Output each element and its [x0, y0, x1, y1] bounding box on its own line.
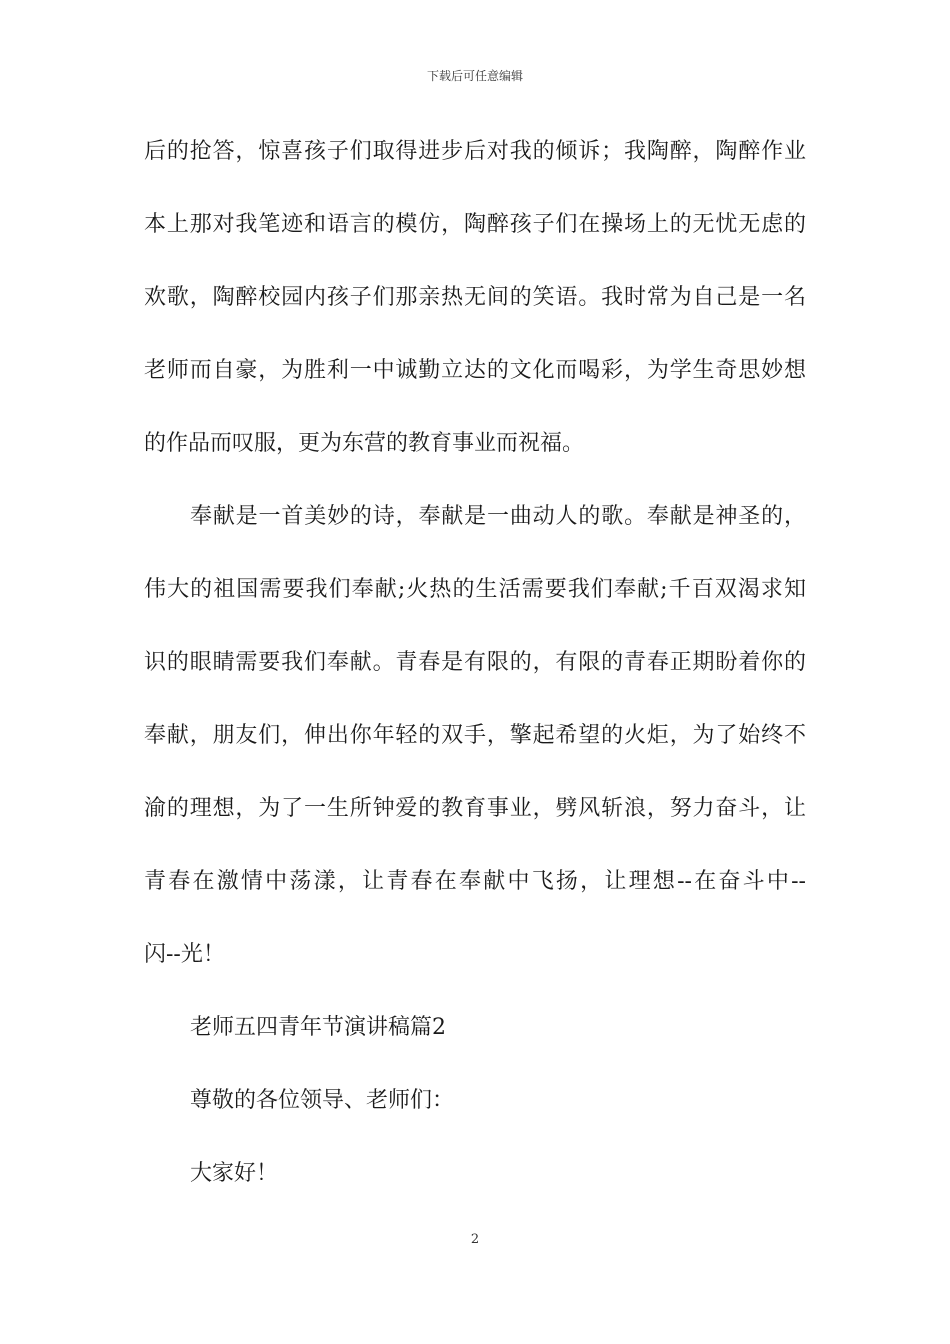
greeting: 大家好！	[190, 1161, 279, 1186]
paragraph-line: 本上那对我笔迹和语言的模仿，陶醉孩子们在操场上的无忧无虑的	[144, 212, 806, 237]
body-text	[144, 128, 806, 1223]
paragraph-line: 奉献是一首美妙的诗，奉献是一曲动人的歌。奉献是神圣的，	[190, 504, 806, 529]
paragraph-line: 欢歌，陶醉校园内孩子们那亲热无间的笑语。我时常为自己是一名	[144, 285, 806, 310]
paragraph-line: 的作品而叹服，更为东营的教育事业而祝福。	[144, 431, 585, 456]
paragraph-line: 伟大的祖国需要我们奉献;火热的生活需要我们奉献;千百双渴求知	[144, 577, 806, 602]
paragraph-line: 后的抢答，惊喜孩子们取得进步后对我的倾诉；我陶醉，陶醉作业	[144, 139, 806, 164]
paragraph-line: 奉献，朋友们，伸出你年轻的双手，擎起希望的火炬，为了始终不	[144, 723, 806, 748]
page-number: 2	[470, 1232, 480, 1247]
paragraph-line: 渝的理想，为了一生所钟爱的教育事业，劈风斩浪，努力奋斗，让	[144, 796, 806, 821]
paragraph-line: 青春在激情中荡漾，让青春在奉献中飞扬，让理想--在奋斗中--	[144, 869, 806, 894]
page-header: 下载后可任意编辑	[426, 69, 523, 83]
section-heading: 老师五四青年节演讲稿篇2	[190, 1015, 446, 1040]
salutation: 尊敬的各位领导、老师们：	[190, 1088, 455, 1113]
paragraph-line: 闪--光！	[144, 942, 225, 967]
paragraph-line: 识的眼睛需要我们奉献。青春是有限的，有限的青春正期盼着你的	[144, 650, 806, 675]
paragraph-line: 老师而自豪，为胜利一中诚勤立达的文化而喝彩，为学生奇思妙想	[144, 358, 806, 383]
